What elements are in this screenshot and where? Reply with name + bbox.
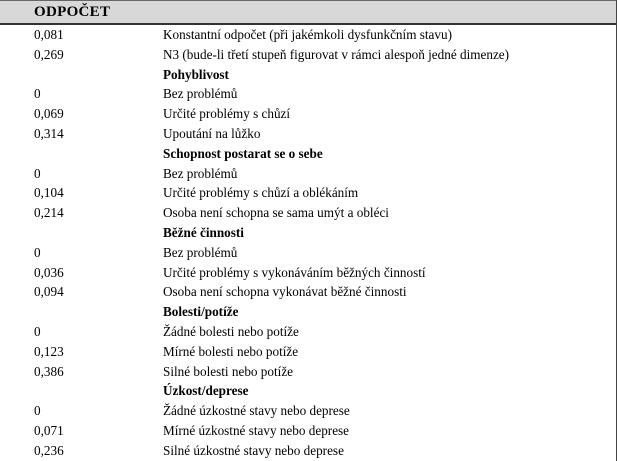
category-row xyxy=(0,144,616,164)
deduction-description: Určité problémy s chůzí a oblékáním xyxy=(163,185,359,201)
table-header-title: ODPOČET xyxy=(34,4,111,20)
table-row xyxy=(0,25,616,45)
category-row xyxy=(0,302,616,322)
deduction-description: Silné bolesti nebo potíže xyxy=(163,363,294,379)
deduction-value: 0,094 xyxy=(34,284,64,300)
table-row xyxy=(0,441,616,461)
category-label: Bolesti/potíže xyxy=(163,304,239,320)
deduction-description: Určité problémy s chůzí xyxy=(163,106,291,122)
deduction-description: Mírné úzkostné stavy nebo deprese xyxy=(163,422,350,438)
table-row xyxy=(0,243,616,263)
deduction-value: 0,069 xyxy=(34,106,64,122)
deduction-value: 0,123 xyxy=(34,343,64,359)
table-row xyxy=(0,45,616,65)
category-row xyxy=(0,381,616,401)
table-row xyxy=(0,183,616,203)
deduction-description: Žádné úzkostné stavy nebo deprese xyxy=(163,403,350,419)
deduction-description: Osoba není schopna vykonávat běžné činnosti xyxy=(163,284,407,300)
deduction-value: 0 xyxy=(34,165,41,181)
category-label: Schopnost postarat se o sebe xyxy=(163,145,323,161)
table-row xyxy=(0,322,616,342)
deduction-value: 0 xyxy=(34,403,41,419)
deduction-value: 0,386 xyxy=(34,363,64,379)
table-row xyxy=(0,263,616,283)
table-header xyxy=(0,0,616,25)
deduction-description: Konstantní odpočet (při jakémkoli dysfunkčním stavu) xyxy=(163,27,452,42)
table-row xyxy=(0,84,616,104)
table-row xyxy=(0,401,616,421)
deduction-description: N3 (bude-li třetí stupeň figurovat v rámci alespoň jedné dimenze) xyxy=(163,46,510,62)
deduction-description: Mírné bolesti nebo potíže xyxy=(163,343,299,359)
category-label: Běžné činnosti xyxy=(163,224,244,240)
deduction-description: Bez problémů xyxy=(163,244,238,260)
category-label: Úzkost/deprese xyxy=(163,383,249,399)
deduction-description: Bez problémů xyxy=(163,86,238,102)
deduction-value: 0 xyxy=(34,244,41,260)
deduction-description: Bez problémů xyxy=(163,165,238,181)
deduction-description: Osoba není schopna se sama umýt a obléci xyxy=(163,205,389,221)
deduction-value: 0,269 xyxy=(34,46,64,62)
deduction-description: Žádné bolesti nebo potíže xyxy=(163,323,299,339)
deduction-description: Upoutání na lůžko xyxy=(163,125,261,141)
deduction-value: 0,104 xyxy=(34,185,64,201)
deduction-value: 0,314 xyxy=(34,125,64,141)
category-label: Pohyblivost xyxy=(163,66,229,82)
deduction-value: 0,236 xyxy=(34,442,64,458)
deduction-value: 0 xyxy=(34,323,41,339)
table-body xyxy=(0,25,616,461)
deduction-value: 0,071 xyxy=(34,422,64,438)
table-row xyxy=(0,164,616,184)
category-row xyxy=(0,223,616,243)
table-row xyxy=(0,282,616,302)
table-row xyxy=(0,203,616,223)
deduction-value: 0 xyxy=(34,86,41,102)
deduction-value: 0,081 xyxy=(34,27,64,42)
table-row xyxy=(0,362,616,382)
category-row xyxy=(0,65,616,85)
table-row xyxy=(0,124,616,144)
deduction-value: 0,214 xyxy=(34,205,64,221)
deduction-description: Určité problémy s vykonáváním běžných činností xyxy=(163,264,426,280)
deduction-description: Silné úzkostné stavy nebo deprese xyxy=(163,442,344,458)
table-row xyxy=(0,342,616,362)
table-row xyxy=(0,104,616,124)
table-row xyxy=(0,421,616,441)
deduction-value: 0,036 xyxy=(34,264,64,280)
